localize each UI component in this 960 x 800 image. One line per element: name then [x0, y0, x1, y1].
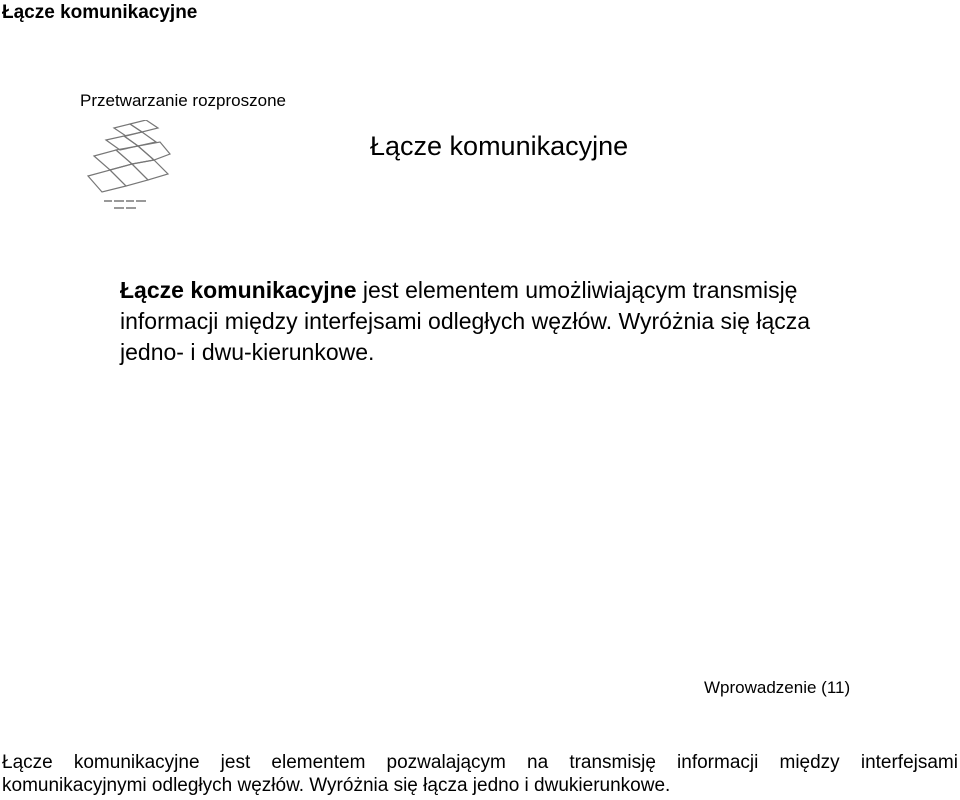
- slide-title: Łącze komunikacyjne: [370, 131, 629, 161]
- slide-body-definition: jest elementem umożliwiającym transmisję informacji między interfejsami odległych węzłów. Wyróżnia się łącza jedno- i dwu-kierunkowe.: [120, 277, 811, 365]
- slide-image: [0, 80, 960, 720]
- page-heading: Łącze komunikacyjne: [2, 2, 198, 23]
- caption-paragraph: Łącze komunikacyjne jest elementem pozwalającym na transmisję informacji między interfejsami komunikacyjnymi odległych węzłów. Wyróżnia się łącza jedno i dwukierunkowe.: [2, 752, 958, 796]
- slide-footer: Wprowadzenie (11): [704, 678, 851, 697]
- grid-logo-icon: [84, 120, 174, 220]
- slide-header: Przetwarzanie rozproszone: [80, 91, 286, 110]
- slide-body-term: Łącze komunikacyjne: [120, 277, 357, 303]
- slide-body-text: [120, 275, 860, 368]
